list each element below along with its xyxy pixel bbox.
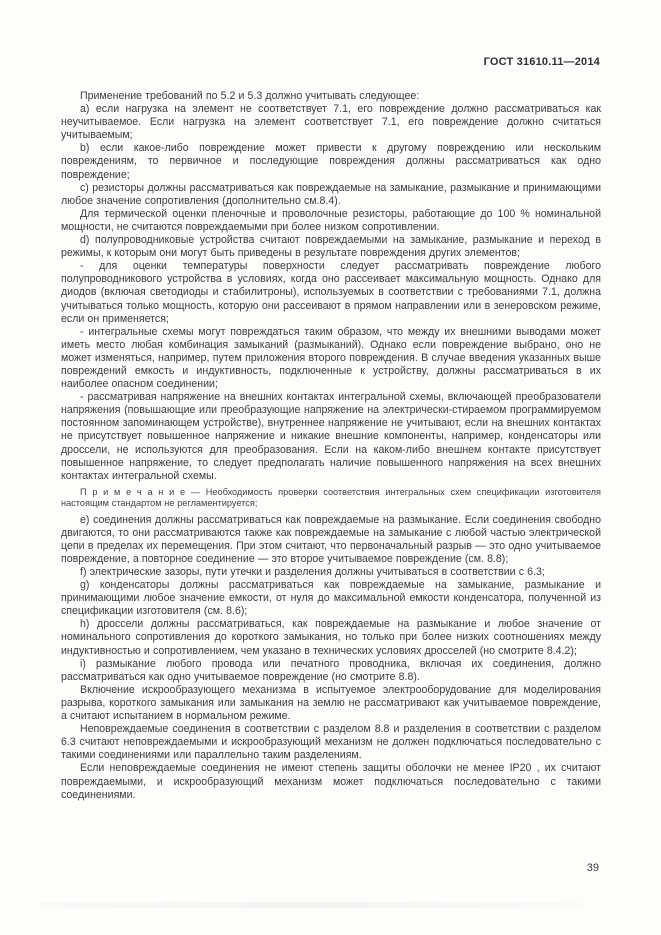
paragraph: Неповреждаемые соединения в соответствии с разделом 8.8 и разделения в соответствии с разделом 6.3 считают неповреждаемыми и искрообразующий механизм не должен подключаться последовательно с такими соединениями или параллельно таким разделениям. <box>61 723 601 762</box>
paragraph: d) полупроводниковые устройства считают повреждаемыми на замыкание, размыкание и переход в режимы, к которым они могут быть приведены в результате повреждения других элементов; <box>61 234 601 260</box>
paragraph: g) конденсаторы должны рассматриваться как повреждаемые на замыкание, размыкание и принимающими любое значение емкости, от нуля до максимальной емкости конденсатора, полученной из спецификации изготовителя (см. 8.6); <box>61 579 601 618</box>
scan-artifact <box>40 902 581 908</box>
paragraph: a) если нагрузка на элемент не соответствует 7.1, его повреждение должно рассматриваться как неучитываемое. Если нагрузка на элемент соответствует 7.1, его повреждение должно считаться учитываемым; <box>61 103 601 142</box>
paragraph: e) соединения должны рассматриваться как повреждаемые на размыкание. Если соединения свободно двигаются, то они рассматриваются также как повреждаемые на замыкание с любой частью электрической цепи в пределах их перемещения. При этом считают, что первоначальный разрыв — это одно учитываемое повреждение, а повторное соединение — это второе учитываемое повреждение (см. 8.8); <box>61 513 601 565</box>
paragraph: c) резисторы должны рассматриваться как повреждаемые на замыкание, размыкание и принимающими любое значение сопротивления (дополнительно см.8.4). <box>61 181 601 207</box>
document-body <box>61 90 601 802</box>
paragraph: b) если какое-либо повреждение может привести к другому повреждению или нескольким повреждениям, то первичное и последующие повреждения должны рассматриваться как одно повреждение; <box>61 142 601 181</box>
paragraph: - для оценки температуры поверхности следует рассматривать повреждение любого полупроводникового устройства в условиях, когда оно рассеивает максимальную мощность. Однако для диодов (включая светодиоды и стабилитроны), используемых в соответствии с требованиями 7.1, должна учитываться только мощность, которую они рассеивают в прямом направлении или в зенеровском режиме, если он применяется; <box>61 260 601 325</box>
paragraph: f) электрические зазоры, пути утечки и разделения должны учитываться в соответствии с 6.3; <box>80 566 545 578</box>
paragraph: h) дроссели должны рассматриваться, как повреждаемые на размыкание и любое значение от номинального сопротивления до короткого замыкания, но только при более низких соотношениях между индуктивностью и сопротивлением, чем указано в технических условиях дросселей (но смотрите 8.4.2); <box>61 618 601 657</box>
page-number: 39 <box>586 862 599 874</box>
paragraph: Применение требований по 5.2 и 5.3 должно учитывать следующее: <box>80 90 420 102</box>
document-standard-number: ГОСТ 31610.11—2014 <box>483 56 600 68</box>
note-paragraph: П р и м е ч а н и е — Необходимость проверки соответствия интегральных схем спецификации изготовителя настоящим стандартом не регламентируется; <box>61 486 601 509</box>
paragraph: Для термической оценки пленочные и проволочные резисторы, работающие до 100 % номинальной мощности, не считаются повреждаемыми при более низком сопротивлении. <box>61 207 601 233</box>
paragraph: Включение искрообразующего механизма в испытуемое электрооборудование для моделирования разрыва, короткого замыкания или замыкания на землю не рассматривают как учитываемое повреждение, а считают испытанием в нормальном режиме. <box>61 683 601 723</box>
paragraph: i) размыкание любого провода или печатного проводника, включая их соединения, должно рассматриваться как одно учитываемое повреждение (но смотрите 8.8). <box>61 657 601 683</box>
paragraph: - интегральные схемы могут повреждаться таким образом, что между их внешними выводами может иметь место любая комбинация замыканий (размыканий). Однако если повреждение выбрано, оно не может изменяться, например, путем приложения второго повреждения. В случае введения указанных выше повреждений емкость и индуктивность, подключенные к устройству, должны рассматриваться в их наиболее опасном соединении; <box>61 325 601 391</box>
paragraph: Если неповреждаемые соединения не имеют степень защиты оболочки не менее IP20 , их считают повреждаемыми, и искрообразующий механизм может подключаться последовательно с такими соединениями. <box>61 762 601 801</box>
paragraph: - рассматривая напряжение на внешних контактах интегральной схемы, включающей преобразователи напряжения (повышающие или преобразующие напряжение на электрически-стираемом программируемом постоянном запоминающем устройстве), внутреннее напряжение не учитывают, если на внешних контактах не присутствует повышенное напряжение и никакие внешние компоненты, например, конденсаторы или дроссели, не используются для преобразования. Если на каком-либо внешнем контакте присутствует повышенное напряжение, то следует предполагать наличие повышенного напряжения на всех внешних контактах интегральной схемы. <box>61 391 601 482</box>
